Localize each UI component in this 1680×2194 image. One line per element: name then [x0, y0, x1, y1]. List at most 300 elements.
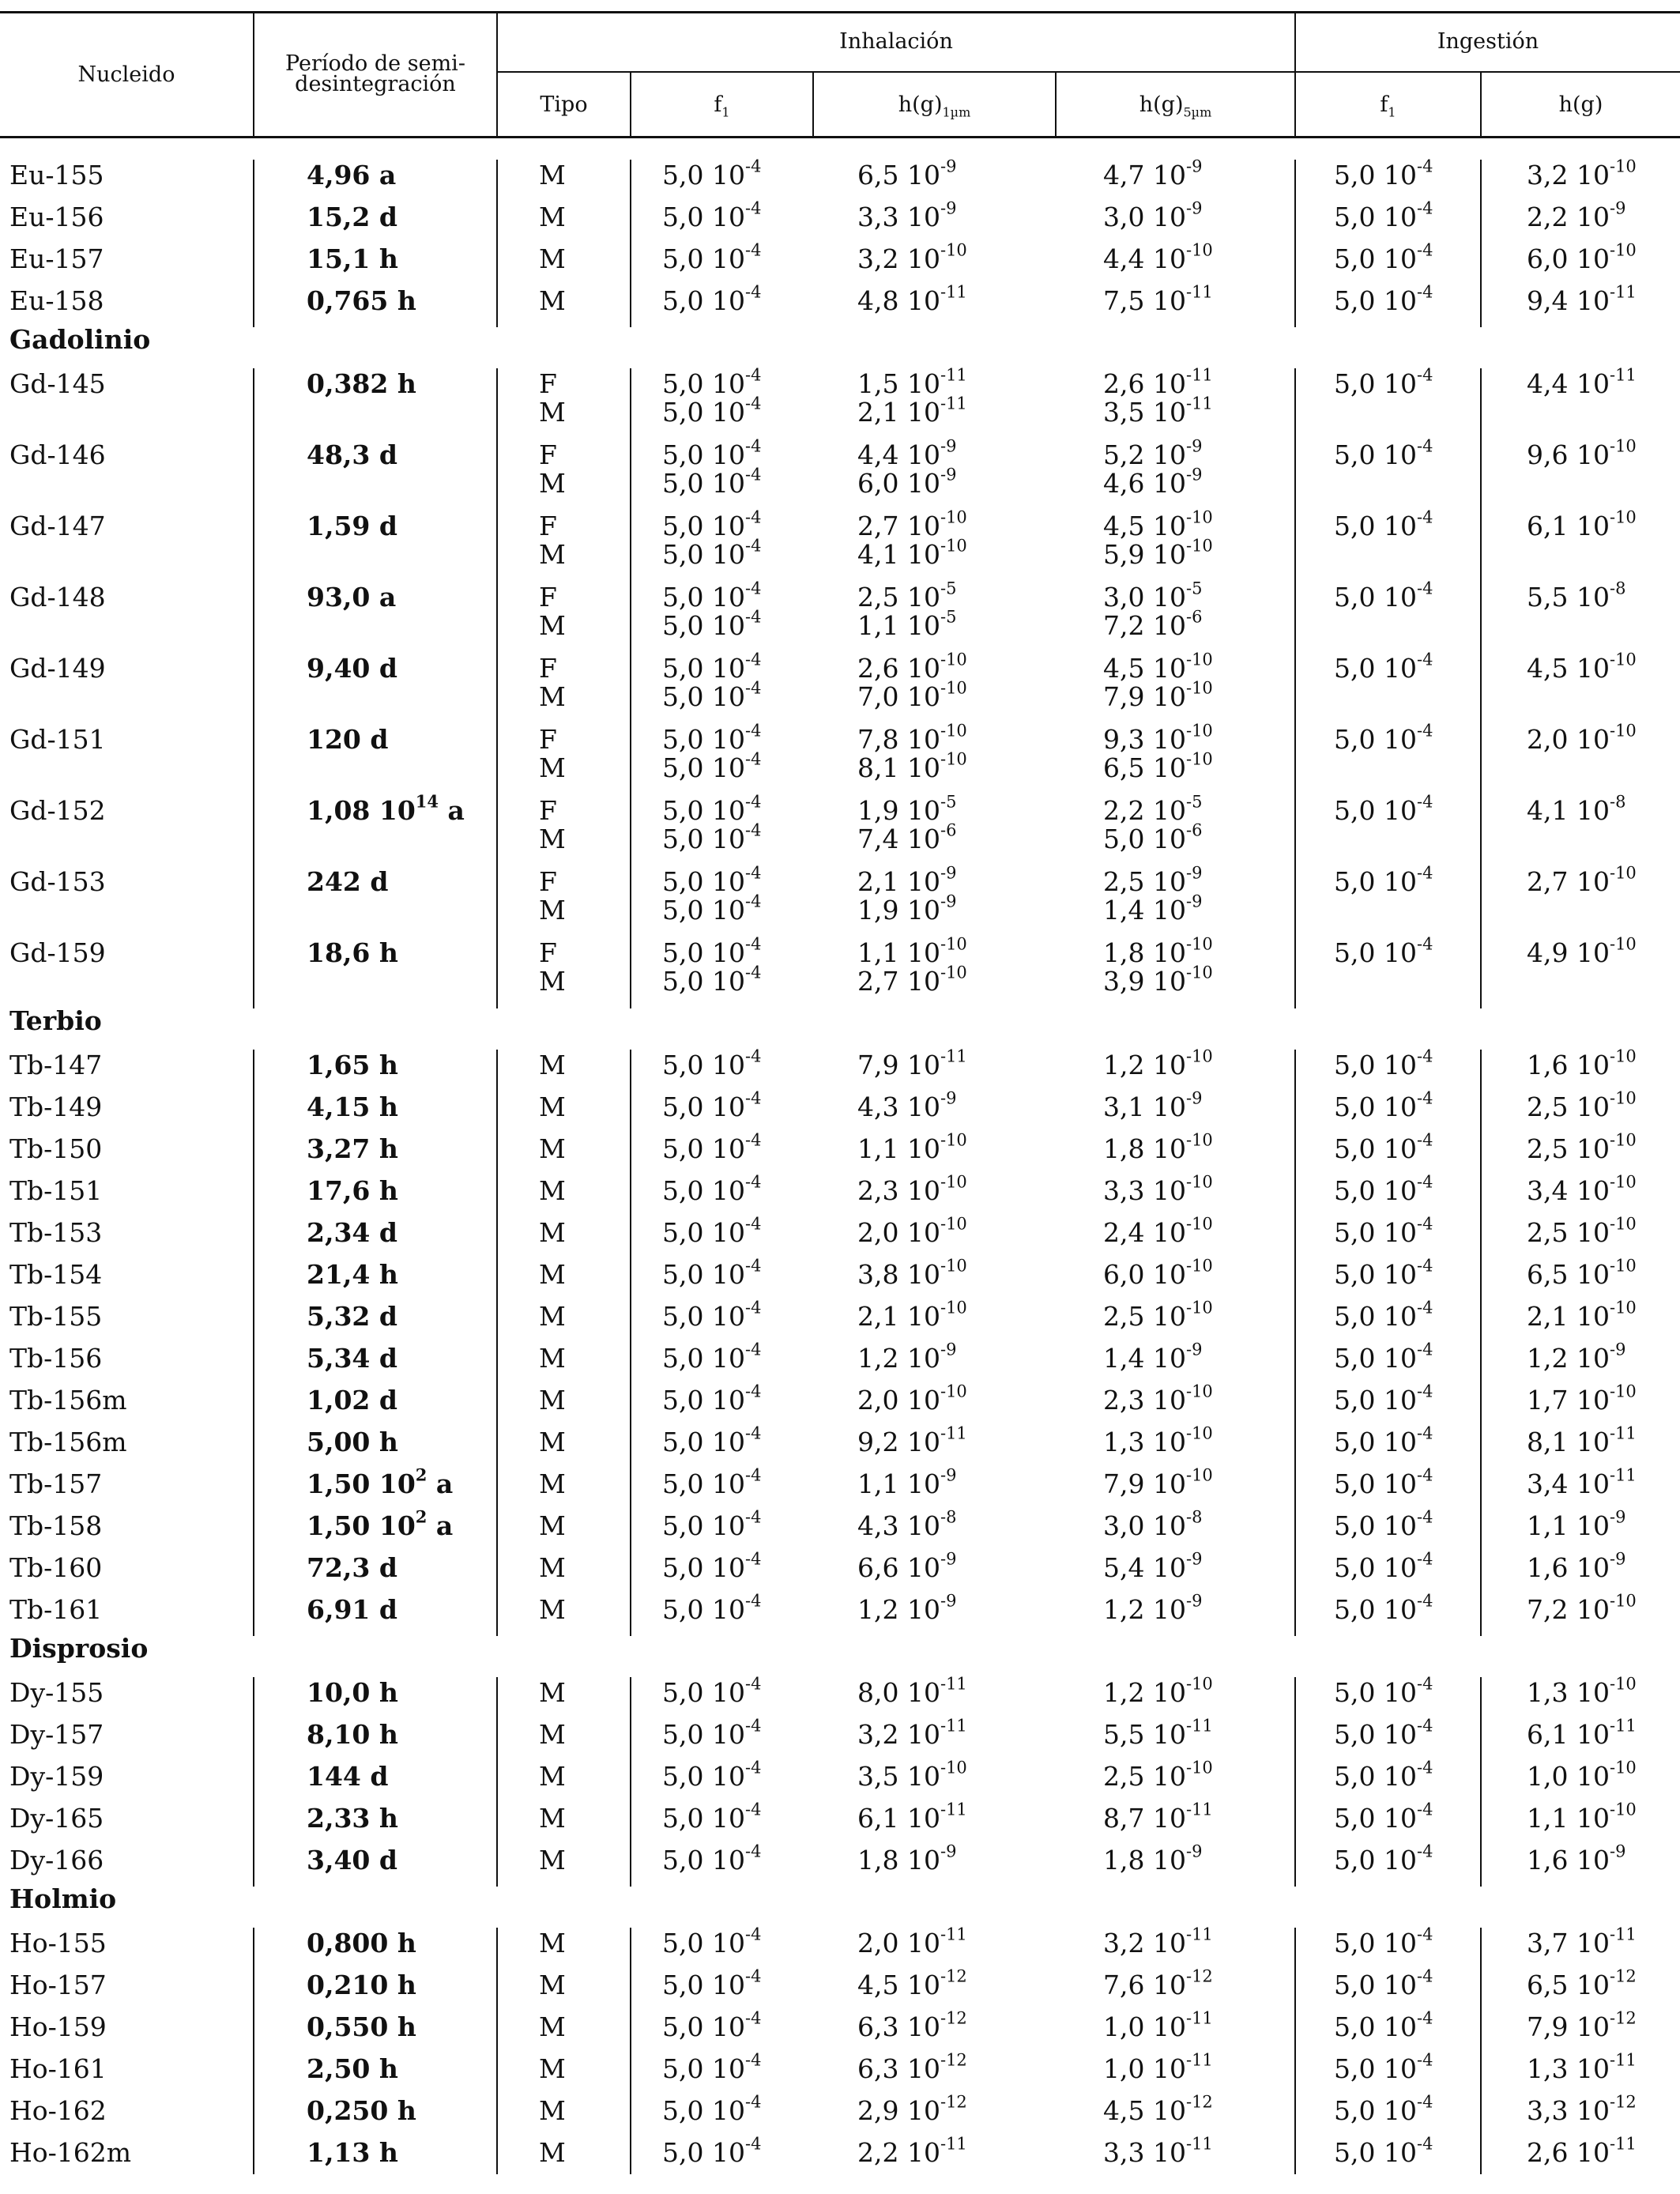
hg-5um-cell: 1,0 $10^{-11}$: [1103, 2008, 1213, 2042]
hg-ingestion-cell: 1,2 $10^{-9}$: [1527, 1340, 1626, 1374]
hg-ingestion-cell: 2,7 $10^{-10}$: [1527, 863, 1637, 897]
tipo-cell: M: [539, 397, 566, 428]
hg-ingestion-cell: 6,5 $10^{-10}$: [1527, 1256, 1637, 1290]
tipo-cell: M: [539, 966, 566, 997]
f1-inhalacion-cell: 5,0 $10^{-4}$: [662, 863, 762, 897]
periodo-cell: 3,27 h: [307, 1133, 398, 1164]
column-rule: [253, 1928, 254, 2174]
hg-1um-cell: 2,3 $10^{-10}$: [857, 1172, 967, 1206]
hg-1um-cell: 2,6 $10^{-10}$: [857, 650, 967, 684]
periodo-cell: 2,33 h: [307, 1803, 398, 1834]
f1-inhalacion-cell: 5,0 $10^{-4}$: [662, 198, 762, 232]
f1-inhalacion-cell: 5,0 $10^{-4}$: [662, 1842, 762, 1875]
hg-5um-cell: 6,0 $10^{-10}$: [1103, 1256, 1213, 1290]
hg-1um-cell: 3,2 $10^{-10}$: [857, 240, 967, 274]
hg-5um-cell: 5,5 $10^{-11}$: [1103, 1716, 1213, 1750]
periodo-cell: 0,550 h: [307, 2011, 416, 2042]
periodo-cell: 9,40 d: [307, 653, 397, 684]
hg-1um-cell: 4,3 $10^{-8}$: [857, 1507, 957, 1541]
tipo-cell: M: [539, 1677, 566, 1708]
periodo-cell: 15,1 h: [307, 243, 398, 274]
periodo-cell: 0,210 h: [307, 1970, 416, 2000]
column-rule: [253, 1050, 254, 1636]
hg-ingestion-cell: 1,7 $10^{-10}$: [1527, 1382, 1637, 1416]
tipo-cell: M: [539, 285, 566, 316]
tipo-cell: M: [539, 2011, 566, 2042]
hg-1um-cell: 8,1 $10^{-10}$: [857, 749, 967, 783]
hg-ingestion-cell: 9,4 $10^{-11}$: [1527, 282, 1637, 316]
column-rule: [1294, 1928, 1296, 2174]
periodo-cell: 0,765 h: [307, 285, 416, 316]
column-rule: [1294, 1677, 1296, 1887]
hg-ingestion-cell: 8,1 $10^{-11}$: [1527, 1423, 1637, 1457]
hg-ingestion-cell: 6,0 $10^{-10}$: [1527, 240, 1637, 274]
periodo-cell: 0,382 h: [307, 368, 416, 399]
column-rule: [1294, 160, 1296, 327]
f1-inhalacion-cell: 5,0 $10^{-4}$: [662, 1507, 762, 1541]
hg-5um-cell: 5,9 $10^{-10}$: [1103, 536, 1213, 570]
hg-ingestion-cell: 1,3 $10^{-10}$: [1527, 1674, 1637, 1708]
header-periodo-line2: desintegración: [295, 72, 456, 96]
nucleido-cell: Eu-156: [9, 202, 104, 232]
hg-1um-cell: 1,2 $10^{-9}$: [857, 1340, 957, 1374]
nucleido-cell: Eu-158: [9, 285, 104, 316]
periodo-cell: 120 d: [307, 724, 389, 755]
f1-inhalacion-cell: 5,0 $10^{-4}$: [662, 2008, 762, 2042]
f1-ingestion-cell: 5,0 $10^{-4}$: [1334, 1423, 1433, 1457]
hg-5um-cell: 3,9 $10^{-10}$: [1103, 963, 1213, 997]
tipo-cell: M: [539, 468, 566, 499]
f1-inhalacion-cell: 5,0 $10^{-4}$: [662, 2134, 762, 2168]
periodo-cell: 5,00 h: [307, 1427, 398, 1457]
hg-1um-cell: 2,1 $10^{-10}$: [857, 1298, 967, 1332]
column-rule: [630, 368, 631, 1008]
hg-1um-cell: 6,0 $10^{-9}$: [857, 465, 957, 499]
tipo-cell: M: [539, 1301, 566, 1332]
f1-ingestion-cell: 5,0 $10^{-4}$: [1334, 198, 1433, 232]
periodo-cell: 17,6 h: [307, 1175, 398, 1206]
header-periodo-line1: Período de semi-: [285, 51, 465, 76]
tipo-cell: F: [539, 368, 557, 399]
nucleido-cell: Gd-152: [9, 795, 106, 826]
f1-ingestion-cell: 5,0 $10^{-4}$: [1334, 1966, 1433, 2000]
nucleido-cell: Tb-149: [9, 1091, 103, 1122]
column-rule: [630, 1928, 631, 2174]
f1-ingestion-cell: 5,0 $10^{-4}$: [1334, 1924, 1433, 1958]
f1-ingestion-cell: 5,0 $10^{-4}$: [1334, 863, 1433, 897]
hg-1um-cell: 1,5 $10^{-11}$: [857, 365, 967, 399]
hg-1um-cell: 7,0 $10^{-10}$: [857, 678, 967, 712]
hg-1um-cell: 3,3 $10^{-9}$: [857, 198, 957, 232]
hg-5um-cell: 2,5 $10^{-9}$: [1103, 863, 1203, 897]
hg-1um-cell: 2,1 $10^{-11}$: [857, 394, 967, 428]
f1-ingestion-cell: 5,0 $10^{-4}$: [1334, 1382, 1433, 1416]
f1-ingestion-cell: 5,0 $10^{-4}$: [1334, 1298, 1433, 1332]
f1-ingestion-cell: 5,0 $10^{-4}$: [1334, 1800, 1433, 1834]
hg-1um-cell: 3,8 $10^{-10}$: [857, 1256, 967, 1290]
f1-inhalacion-cell: 5,0 $10^{-4}$: [662, 1758, 762, 1792]
periodo-cell: 15,2 d: [307, 202, 397, 232]
hg-5um-cell: 7,6 $10^{-12}$: [1103, 1966, 1213, 2000]
column-rule: [1294, 368, 1296, 1008]
tipo-cell: M: [539, 1343, 566, 1374]
periodo-cell: 72,3 d: [307, 1552, 397, 1583]
periodo-cell: 1,50 $10^2$ a: [307, 1506, 454, 1541]
hg-5um-cell: 1,4 $10^{-9}$: [1103, 892, 1203, 925]
top-rule: [0, 11, 1680, 13]
hg-1um-cell: 7,4 $10^{-6}$: [857, 820, 957, 854]
hg-1um-cell: 2,0 $10^{-11}$: [857, 1924, 967, 1958]
f1-ingestion-cell: 5,0 $10^{-4}$: [1334, 365, 1433, 399]
hg-5um-cell: 3,0 $10^{-9}$: [1103, 198, 1203, 232]
hg-5um-cell: 2,5 $10^{-10}$: [1103, 1298, 1213, 1332]
f1-ingestion-cell: 5,0 $10^{-4}$: [1334, 282, 1433, 316]
hg-ingestion-cell: 7,2 $10^{-10}$: [1527, 1591, 1637, 1625]
hg-5um-cell: 1,8 $10^{-10}$: [1103, 934, 1213, 968]
periodo-cell: 48,3 d: [307, 439, 397, 470]
f1-inhalacion-cell: 5,0 $10^{-4}$: [662, 394, 762, 428]
tipo-cell: M: [539, 1427, 566, 1457]
f1-ingestion-cell: 5,0 $10^{-4}$: [1334, 1465, 1433, 1499]
column-rule: [1480, 1928, 1482, 2174]
tipo-cell: M: [539, 1385, 566, 1416]
nucleido-cell: Tb-156m: [9, 1427, 127, 1457]
periodo-cell: 18,6 h: [307, 937, 398, 968]
periodo-cell: 5,32 d: [307, 1301, 397, 1332]
column-rule: [630, 1050, 631, 1636]
tipo-cell: M: [539, 681, 566, 712]
nucleido-cell: Dy-155: [9, 1677, 104, 1708]
f1-inhalacion-cell: 5,0 $10^{-4}$: [662, 1716, 762, 1750]
hg-5um-cell: 4,6 $10^{-9}$: [1103, 465, 1203, 499]
f1-ingestion-cell: 5,0 $10^{-4}$: [1334, 1591, 1433, 1625]
hg-1um-cell: 6,6 $10^{-9}$: [857, 1549, 957, 1583]
hg-5um-cell: 3,3 $10^{-10}$: [1103, 1172, 1213, 1206]
column-rule: [1480, 1050, 1482, 1636]
f1-inhalacion-cell: 5,0 $10^{-4}$: [662, 536, 762, 570]
f1-ingestion-cell: 5,0 $10^{-4}$: [1334, 792, 1433, 826]
tipo-cell: M: [539, 1510, 566, 1541]
hg-5um-cell: 3,0 $10^{-5}$: [1103, 579, 1203, 613]
f1-ingestion-cell: 5,0 $10^{-4}$: [1334, 1674, 1433, 1708]
hg-1um-cell: 6,5 $10^{-9}$: [857, 156, 957, 190]
periodo-cell: 242 d: [307, 866, 389, 897]
hg-5um-cell: 7,2 $10^{-6}$: [1103, 607, 1203, 641]
hg-5um-cell: 1,3 $10^{-10}$: [1103, 1423, 1213, 1457]
f1-inhalacion-cell: 5,0 $10^{-4}$: [662, 1256, 762, 1290]
hg-5um-cell: 2,4 $10^{-10}$: [1103, 1214, 1213, 1248]
hg-5um-cell: 3,0 $10^{-8}$: [1103, 1507, 1203, 1541]
f1-inhalacion-cell: 5,0 $10^{-4}$: [662, 1549, 762, 1583]
hg-5um-cell: 8,7 $10^{-11}$: [1103, 1800, 1213, 1834]
f1-inhalacion-cell: 5,0 $10^{-4}$: [662, 1966, 762, 2000]
column-rule: [630, 160, 631, 327]
f1-inhalacion-cell: 5,0 $10^{-4}$: [662, 1465, 762, 1499]
hg-1um-cell: 1,8 $10^{-9}$: [857, 1842, 957, 1875]
column-rule: [496, 1677, 498, 1887]
tipo-cell: M: [539, 1175, 566, 1206]
f1-ingestion-cell: 5,0 $10^{-4}$: [1334, 721, 1433, 755]
hg-5um-cell: 4,5 $10^{-10}$: [1103, 507, 1213, 541]
nucleido-cell: Tb-155: [9, 1301, 103, 1332]
hg-1um-cell: 8,0 $10^{-11}$: [857, 1674, 967, 1708]
f1-inhalacion-cell: 5,0 $10^{-4}$: [662, 963, 762, 997]
nucleido-cell: Dy-159: [9, 1761, 104, 1792]
f1-inhalacion-cell: 5,0 $10^{-4}$: [662, 934, 762, 968]
hg-1um-cell: 2,7 $10^{-10}$: [857, 507, 967, 541]
f1-ingestion-cell: 5,0 $10^{-4}$: [1334, 1842, 1433, 1875]
nucleido-cell: Gd-147: [9, 511, 106, 541]
hg-1um-cell: 1,9 $10^{-5}$: [857, 792, 957, 826]
column-rule: [253, 160, 254, 327]
column-rule: [1294, 1050, 1296, 1636]
f1-ingestion-cell: 5,0 $10^{-4}$: [1334, 650, 1433, 684]
periodo-cell: 3,40 d: [307, 1845, 397, 1875]
header-bottom-rule: [0, 136, 1680, 138]
tipo-cell: M: [539, 1845, 566, 1875]
tipo-cell: F: [539, 511, 557, 541]
nucleido-cell: Tb-160: [9, 1552, 103, 1583]
nucleido-cell: Tb-156: [9, 1343, 103, 1374]
f1-ingestion-cell: 5,0 $10^{-4}$: [1334, 1256, 1433, 1290]
nucleido-cell: Dy-165: [9, 1803, 104, 1834]
hg-1um-cell: 2,1 $10^{-9}$: [857, 863, 957, 897]
hg-1um-cell: 2,0 $10^{-10}$: [857, 1214, 967, 1248]
hg-5um-cell: 1,2 $10^{-10}$: [1103, 1046, 1213, 1080]
header-hg-5um: $h(g)_{5\mu m}$: [1139, 92, 1212, 120]
hg-ingestion-cell: 1,6 $10^{-9}$: [1527, 1549, 1626, 1583]
header-hg-1um: $h(g)_{1\mu m}$: [898, 92, 971, 120]
periodo-cell: 4,96 a: [307, 160, 397, 190]
nucleido-cell: Ho-155: [9, 1928, 107, 1958]
f1-inhalacion-cell: 5,0 $10^{-4}$: [662, 650, 762, 684]
hg-ingestion-cell: 1,1 $10^{-9}$: [1527, 1507, 1626, 1541]
hg-ingestion-cell: 2,2 $10^{-9}$: [1527, 198, 1626, 232]
hg-1um-cell: 2,7 $10^{-10}$: [857, 963, 967, 997]
hg-5um-cell: 7,9 $10^{-10}$: [1103, 678, 1213, 712]
tipo-cell: M: [539, 1594, 566, 1625]
f1-inhalacion-cell: 5,0 $10^{-4}$: [662, 721, 762, 755]
header-tipo: Tipo: [540, 92, 588, 117]
hg-5um-cell: 3,5 $10^{-11}$: [1103, 394, 1213, 428]
f1-inhalacion-cell: 5,0 $10^{-4}$: [662, 2092, 762, 2126]
periodo-cell: 1,59 d: [307, 511, 397, 541]
periodo-cell: 8,10 h: [307, 1719, 398, 1750]
f1-ingestion-cell: 5,0 $10^{-4}$: [1334, 2050, 1433, 2084]
hg-5um-cell: 7,5 $10^{-11}$: [1103, 282, 1213, 316]
f1-inhalacion-cell: 5,0 $10^{-4}$: [662, 436, 762, 470]
tipo-cell: M: [539, 539, 566, 570]
nucleido-cell: Gd-148: [9, 582, 106, 613]
hg-ingestion-cell: 4,9 $10^{-10}$: [1527, 934, 1637, 968]
tipo-cell: F: [539, 582, 557, 613]
f1-ingestion-cell: 5,0 $10^{-4}$: [1334, 1549, 1433, 1583]
nucleido-cell: Gd-153: [9, 866, 106, 897]
nucleido-cell: Tb-157: [9, 1468, 103, 1499]
f1-inhalacion-cell: 5,0 $10^{-4}$: [662, 1800, 762, 1834]
f1-inhalacion-cell: 5,0 $10^{-4}$: [662, 465, 762, 499]
f1-ingestion-cell: 5,0 $10^{-4}$: [1334, 1130, 1433, 1164]
nucleido-cell: Gd-159: [9, 937, 106, 968]
nucleido-cell: Tb-154: [9, 1259, 103, 1290]
hg-5um-cell: 6,5 $10^{-10}$: [1103, 749, 1213, 783]
f1-inhalacion-cell: 5,0 $10^{-4}$: [662, 365, 762, 399]
f1-inhalacion-cell: 5,0 $10^{-4}$: [662, 1340, 762, 1374]
column-rule: [496, 1928, 498, 2174]
hg-ingestion-cell: 1,0 $10^{-10}$: [1527, 1758, 1637, 1792]
f1-inhalacion-cell: 5,0 $10^{-4}$: [662, 607, 762, 641]
f1-ingestion-cell: 5,0 $10^{-4}$: [1334, 1758, 1433, 1792]
f1-inhalacion-cell: 5,0 $10^{-4}$: [662, 507, 762, 541]
nucleido-cell: Ho-162: [9, 2095, 107, 2126]
tipo-cell: M: [539, 1133, 566, 1164]
hg-ingestion-cell: 6,1 $10^{-11}$: [1527, 1716, 1637, 1750]
hg-5um-cell: 4,5 $10^{-12}$: [1103, 2092, 1213, 2126]
periodo-cell: 1,65 h: [307, 1050, 398, 1080]
column-rule: [1480, 160, 1482, 327]
nucleido-cell: Dy-157: [9, 1719, 104, 1750]
periodo-cell: 4,15 h: [307, 1091, 398, 1122]
periodo-cell: 5,34 d: [307, 1343, 397, 1374]
hg-5um-cell: 5,4 $10^{-9}$: [1103, 1549, 1203, 1583]
hg-1um-cell: 2,0 $10^{-10}$: [857, 1382, 967, 1416]
element-group-heading: Gadolinio: [9, 324, 151, 355]
subheader-rule: [496, 71, 1680, 73]
hg-ingestion-cell: 4,5 $10^{-10}$: [1527, 650, 1637, 684]
nucleido-cell: Gd-146: [9, 439, 106, 470]
hg-1um-cell: 1,2 $10^{-9}$: [857, 1591, 957, 1625]
f1-inhalacion-cell: 5,0 $10^{-4}$: [662, 1298, 762, 1332]
tipo-cell: M: [539, 1259, 566, 1290]
hg-ingestion-cell: 2,6 $10^{-11}$: [1527, 2134, 1637, 2168]
hg-5um-cell: 9,3 $10^{-10}$: [1103, 721, 1213, 755]
hg-ingestion-cell: 3,4 $10^{-11}$: [1527, 1465, 1637, 1499]
tipo-cell: F: [539, 653, 557, 684]
tipo-cell: M: [539, 1761, 566, 1792]
periodo-cell: 6,91 d: [307, 1594, 397, 1625]
hg-1um-cell: 4,4 $10^{-9}$: [857, 436, 957, 470]
f1-inhalacion-cell: 5,0 $10^{-4}$: [662, 2050, 762, 2084]
hg-ingestion-cell: 1,1 $10^{-10}$: [1527, 1800, 1637, 1834]
f1-inhalacion-cell: 5,0 $10^{-4}$: [662, 1172, 762, 1206]
element-group-heading: Disprosio: [9, 1633, 149, 1664]
periodo-cell: 1,50 $10^2$ a: [307, 1465, 454, 1499]
f1-ingestion-cell: 5,0 $10^{-4}$: [1334, 1340, 1433, 1374]
f1-ingestion-cell: 5,0 $10^{-4}$: [1334, 1088, 1433, 1122]
tipo-cell: M: [539, 752, 566, 783]
hg-1um-cell: 2,9 $10^{-12}$: [857, 2092, 967, 2126]
tipo-cell: M: [539, 1970, 566, 2000]
hg-ingestion-cell: 2,5 $10^{-10}$: [1527, 1088, 1637, 1122]
nucleido-cell: Dy-166: [9, 1845, 104, 1875]
f1-inhalacion-cell: 5,0 $10^{-4}$: [662, 1591, 762, 1625]
tipo-cell: M: [539, 1928, 566, 1958]
hg-1um-cell: 3,2 $10^{-11}$: [857, 1716, 967, 1750]
hg-ingestion-cell: 4,4 $10^{-11}$: [1527, 365, 1637, 399]
hg-ingestion-cell: 5,5 $10^{-8}$: [1527, 579, 1626, 613]
hg-ingestion-cell: 2,5 $10^{-10}$: [1527, 1130, 1637, 1164]
tipo-cell: M: [539, 243, 566, 274]
tipo-cell: F: [539, 795, 557, 826]
tipo-cell: M: [539, 1217, 566, 1248]
hg-1um-cell: 9,2 $10^{-11}$: [857, 1423, 967, 1457]
column-rule: [496, 1050, 498, 1636]
hg-1um-cell: 2,5 $10^{-5}$: [857, 579, 957, 613]
hg-1um-cell: 1,1 $10^{-9}$: [857, 1465, 957, 1499]
tipo-cell: F: [539, 439, 557, 470]
f1-inhalacion-cell: 5,0 $10^{-4}$: [662, 1214, 762, 1248]
hg-ingestion-cell: 7,9 $10^{-12}$: [1527, 2008, 1637, 2042]
hg-5um-cell: 4,7 $10^{-9}$: [1103, 156, 1203, 190]
f1-inhalacion-cell: 5,0 $10^{-4}$: [662, 792, 762, 826]
hg-5um-cell: 2,6 $10^{-11}$: [1103, 365, 1213, 399]
nucleido-cell: Gd-145: [9, 368, 106, 399]
nucleido-cell: Tb-161: [9, 1594, 103, 1625]
f1-inhalacion-cell: 5,0 $10^{-4}$: [662, 1130, 762, 1164]
f1-ingestion-cell: 5,0 $10^{-4}$: [1334, 2092, 1433, 2126]
column-rule: [1480, 1677, 1482, 1887]
hg-1um-cell: 3,5 $10^{-10}$: [857, 1758, 967, 1792]
hg-5um-cell: 3,1 $10^{-9}$: [1103, 1088, 1203, 1122]
hg-5um-cell: 2,5 $10^{-10}$: [1103, 1758, 1213, 1792]
f1-ingestion-cell: 5,0 $10^{-4}$: [1334, 1507, 1433, 1541]
nucleido-cell: Tb-150: [9, 1133, 103, 1164]
f1-inhalacion-cell: 5,0 $10^{-4}$: [662, 892, 762, 925]
nucleido-cell: Ho-162m: [9, 2137, 132, 2168]
f1-inhalacion-cell: 5,0 $10^{-4}$: [662, 1674, 762, 1708]
nucleido-cell: Tb-153: [9, 1217, 103, 1248]
f1-inhalacion-cell: 5,0 $10^{-4}$: [662, 240, 762, 274]
tipo-cell: M: [539, 1091, 566, 1122]
f1-ingestion-cell: 5,0 $10^{-4}$: [1334, 2134, 1433, 2168]
periodo-cell: 0,800 h: [307, 1928, 416, 1958]
hg-1um-cell: 4,3 $10^{-9}$: [857, 1088, 957, 1122]
nucleido-cell: Tb-158: [9, 1510, 103, 1541]
tipo-cell: F: [539, 724, 557, 755]
hg-1um-cell: 4,8 $10^{-11}$: [857, 282, 967, 316]
nucleido-cell: Ho-159: [9, 2011, 107, 2042]
f1-ingestion-cell: 5,0 $10^{-4}$: [1334, 1716, 1433, 1750]
hg-ingestion-cell: 3,7 $10^{-11}$: [1527, 1924, 1637, 1958]
nucleido-cell: Ho-157: [9, 1970, 107, 2000]
nucleido-cell: Tb-147: [9, 1050, 103, 1080]
hg-ingestion-cell: 3,4 $10^{-10}$: [1527, 1172, 1637, 1206]
tipo-cell: M: [539, 824, 566, 854]
tipo-cell: M: [539, 1468, 566, 1499]
hg-ingestion-cell: 9,6 $10^{-10}$: [1527, 436, 1637, 470]
hg-1um-cell: 6,3 $10^{-12}$: [857, 2050, 967, 2084]
hg-1um-cell: 7,9 $10^{-11}$: [857, 1046, 967, 1080]
hg-5um-cell: 1,8 $10^{-9}$: [1103, 1842, 1203, 1875]
tipo-cell: M: [539, 1803, 566, 1834]
f1-ingestion-cell: 5,0 $10^{-4}$: [1334, 579, 1433, 613]
tipo-cell: M: [539, 895, 566, 925]
column-rule: [496, 160, 498, 327]
hg-ingestion-cell: 1,3 $10^{-11}$: [1527, 2050, 1637, 2084]
hg-1um-cell: 6,1 $10^{-11}$: [857, 1800, 967, 1834]
f1-inhalacion-cell: 5,0 $10^{-4}$: [662, 1088, 762, 1122]
tipo-cell: M: [539, 1719, 566, 1750]
header-ingestion: Ingestión: [1437, 29, 1539, 54]
f1-inhalacion-cell: 5,0 $10^{-4}$: [662, 1924, 762, 1958]
periodo-cell: 2,50 h: [307, 2053, 398, 2084]
periodo-cell: 10,0 h: [307, 1677, 398, 1708]
f1-ingestion-cell: 5,0 $10^{-4}$: [1334, 1046, 1433, 1080]
element-group-heading: Holmio: [9, 1883, 117, 1914]
hg-5um-cell: 2,3 $10^{-10}$: [1103, 1382, 1213, 1416]
tipo-cell: M: [539, 610, 566, 641]
header-nucleido: Nucleido: [77, 62, 175, 87]
